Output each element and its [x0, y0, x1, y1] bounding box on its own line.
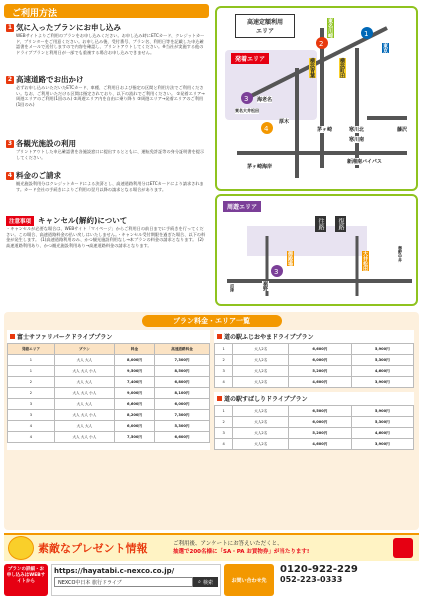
table-row: 2 大人2名 6,000円 5,300円: [215, 417, 414, 428]
step-number: 1: [7, 23, 13, 31]
svg-text:1: 1: [364, 30, 369, 38]
notice-text: ・キャンセルが必要な場合は、WEBサイト「マイページ」からご利用日の前日までに手続きを行ってください。この場合、高速道路料金の払い戻しはいたしません。・キャンセル受付期限を過ぎた場合、以下の料金が発生します。 (1)高速道路利用のみ、かつ観光施設利用なし→本プランの料金の請求となります。 (2)高速道路利用あり、かつ観光施設利用あり→高速道路料金の請求となります。: [6, 226, 206, 248]
gift-icon: [393, 538, 413, 558]
station-label: 東名川崎: [327, 18, 333, 38]
route-out-label: 往路: [317, 218, 324, 230]
route-back-label: 復路: [337, 218, 344, 230]
present-banner: [4, 533, 419, 561]
map-lower: [215, 194, 418, 306]
phone-1: 0120-922-229: [280, 564, 358, 575]
station-label: 藤沢: [397, 127, 408, 133]
table-row: 2 大人 大人 小人 9,000円 8,100円: [8, 388, 210, 399]
map-title-2: エリア: [255, 28, 274, 35]
phone-2: 052-223-0333: [280, 575, 343, 584]
station-label: 横浜町田: [339, 58, 345, 78]
footer: [4, 564, 419, 596]
station-label: 東京: [382, 43, 388, 53]
hatchaku-label: 発着エリア: [231, 53, 269, 64]
present-text-1: ご利用後、アンケートにお答えいただくと、: [173, 541, 283, 547]
svg-text:2: 2: [319, 40, 324, 48]
search-icon: ⌕: [198, 579, 201, 585]
table-row: 2 大人 大人 7,400円 6,800円: [8, 377, 210, 388]
col-header: 高速道路料金: [155, 344, 210, 355]
step-number: 2: [7, 75, 13, 83]
station-label: 東名大井松田: [235, 108, 259, 113]
station-label: 大井松田: [362, 251, 368, 271]
svg-text:3: 3: [244, 95, 249, 103]
plan-section: [4, 312, 419, 530]
notice-section: [6, 215, 206, 296]
map-title-1: 高速定額利用: [246, 19, 283, 26]
station-label: 茅ヶ崎: [317, 127, 333, 133]
step-3: [6, 138, 206, 167]
step-text: 必ずお申し込みいただいたETCカード、車種、ご利用日および指定の区間と利用方法でご利用ください。なお、ご利用いただける区間は指定されており、以下の流れでご利用ください。 ①発着エリア→周遊エリアのご利用(1回のみ) ②周遊エリア内を自由に乗り降り ③周遊エリア→発着エリアのご利用(1回のみ): [16, 85, 205, 107]
step-4: [6, 170, 206, 211]
table-row: 3 大人2名 5,200円 4,600円: [215, 366, 414, 377]
step-number: 4: [7, 171, 13, 179]
table-row: 3 大人 大人 小人 8,200円 7,300円: [8, 410, 210, 421]
left-plan-table: [7, 343, 210, 443]
search-input[interactable]: NEXCO中日本 旅行ドライブ: [54, 577, 193, 587]
svg-text:3: 3: [274, 268, 279, 276]
station-label: 秦野中井: [398, 246, 403, 262]
notice-title: キャンセル(解約)について: [38, 216, 128, 225]
url-box: [51, 564, 221, 596]
notice-badge: 注意事項: [6, 216, 34, 226]
step-number: 3: [7, 139, 13, 147]
col-header: 料金: [114, 344, 154, 355]
station-label: 寒川北: [349, 127, 365, 133]
right-plan-title: 道の駅ふじおやまドライブプラン: [224, 334, 314, 341]
table-row: 1 大人 大人 8,000円 7,300円: [8, 355, 210, 366]
step-text: WEBサイトよりご利用のプランをお申し込みください。お申し込み時にETCカード、クレジットカード、プリンターをご用意ください。お申し込み後、受付番号、プラン名、利用日等を記載した申込確認書をメールで送付しますので内容を確認し、プリントアウトしてください。※当社が実施する他のドライブプランと利用日が一部でも重複する場合お申し込みできません。: [16, 33, 205, 55]
table-row: 2 大人2名 6,000円 5,300円: [215, 355, 414, 366]
table-row: 1 大人2名 6,600円 5,900円: [215, 344, 414, 355]
map-lower-svg: [217, 196, 416, 304]
station-label: 御殿場: [287, 251, 293, 266]
step-text: プリントアウトした申込確認書を各施設窓口に提出するとともに、運転免許証等の身分証明書を提示してください。: [16, 149, 205, 160]
table-row: 3 大人2名 5,200円 4,600円: [215, 428, 414, 439]
left-plan-title: 富士サファリパークドライブプラン: [17, 334, 113, 341]
site-url[interactable]: https://hayatabi.c-nexco.co.jp/: [54, 567, 175, 575]
shuyu-label: 周遊エリア: [223, 201, 261, 212]
station-label: 横浜青葉: [309, 58, 315, 78]
col-header: プラン: [54, 344, 114, 355]
step-text: 観光施設利用分はクレジットカードによる決済とし、高速道路利用分はETCカードにより請求されます。カード会社の手続きによりご利用の翌月以降の請求となる場合があります。: [16, 181, 204, 192]
station-label: 新湘南バイパス: [347, 159, 382, 165]
station-label: 海老名: [257, 97, 273, 103]
svg-text:4: 4: [264, 125, 269, 133]
col-header: 発着エリア: [8, 344, 55, 355]
left-plan-card: [7, 330, 210, 450]
table-row: 1 大人2名 6,500円 5,900円: [215, 406, 414, 417]
map-upper-svg: [217, 8, 416, 189]
present-title: 素敵なプレゼント情報: [38, 542, 148, 555]
table-row: 1 大人 大人 小人 9,500円 8,500円: [8, 366, 210, 377]
map-upper: [215, 6, 418, 191]
right-plan-card-1: [214, 330, 414, 388]
right-plan-title: 道の駅すばしりドライブプラン: [224, 396, 308, 403]
step-title: 各観光施設の利用: [16, 139, 76, 148]
right-plan-column: [214, 330, 414, 450]
table-row: 4 大人 大人 6,000円 5,300円: [8, 421, 210, 432]
apply-badge: プランの詳細・お申し込みはWEBサイトから: [4, 564, 48, 596]
contact-info: [277, 564, 419, 596]
plan-title: プラン料金・エリア一覧: [142, 315, 282, 327]
search-button[interactable]: [193, 577, 218, 587]
table-row: 3 大人 大人 6,600円 6,000円: [8, 399, 210, 410]
present-text-2: 抽選で200名様に「SA・PA お買物券」が当たります!: [173, 549, 310, 555]
step-1: [6, 22, 206, 71]
step-title: 料金のご請求: [16, 171, 61, 180]
steps-panel: [6, 22, 206, 296]
table-row: 4 大人 大人 小人 7,500円 6,600円: [8, 432, 210, 443]
table-row: 4 大人2名 4,600円 3,900円: [215, 377, 414, 388]
right-plan-card-2: [214, 392, 414, 450]
table-row: 4 大人2名 4,600円 3,900円: [215, 439, 414, 450]
page-title: ご利用方法: [4, 4, 209, 18]
mascot-icon: [8, 536, 34, 560]
contact-badge: お問い合わせ先: [224, 564, 274, 596]
station-label: 茅ヶ崎海岸: [247, 164, 273, 170]
step-title: 気に入ったプランにお申し込み: [16, 23, 121, 32]
step-title: 高速道路でお出かけ: [16, 75, 84, 84]
search-button-label: 検索: [202, 579, 213, 586]
step-2: [6, 74, 206, 135]
station-label: 寒川南: [349, 137, 365, 143]
station-label: 沼津: [230, 284, 235, 292]
station-label: 裾野: [262, 281, 268, 291]
station-label: 厚木: [279, 119, 290, 125]
